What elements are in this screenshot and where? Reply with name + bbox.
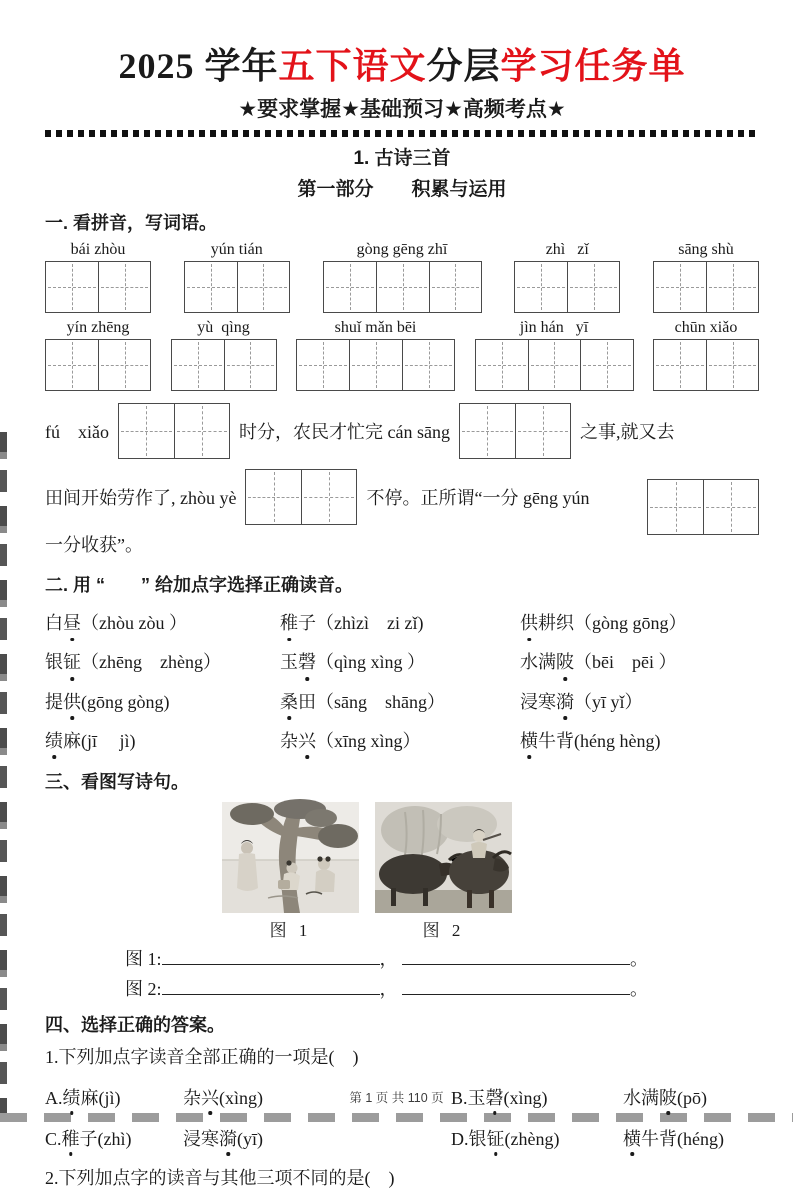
pinyin-label: chūn xiǎo [674,319,738,337]
reading-options[interactable]: （qìng xìng ） [316,652,426,673]
word-item: 供耕织（gòng gōng） [520,610,759,636]
part-title: 第一部分 积累与运用 [297,179,507,201]
dotted-char: 钲 [487,1125,505,1151]
choice-option[interactable]: A.绩麻(jì) [45,1084,183,1110]
scan-edge-bottom [0,1113,793,1122]
pinyin-label: sāng shù [678,241,734,259]
dotted-char: 横 [623,1125,641,1151]
pinyin-group [653,241,759,313]
dotted-char: 桑 [280,689,298,715]
dotted-char: 兴 [201,1084,219,1110]
word-item: 玉磬（qìng xìng ） [280,649,520,675]
answer-blank[interactable] [162,977,380,995]
choice-option[interactable]: B.玉磬(xìng) [451,1084,623,1110]
answer-blank[interactable] [402,947,630,965]
reading-choice-row [45,728,759,754]
pinyin-label: bái zhòu [70,241,126,259]
answer-blank[interactable] [162,947,380,965]
figure1-answer-line: 图 1: ， 。 [125,948,649,969]
pinyin-label: yún tián [210,241,263,259]
figure2-answer-line: 图 2: ， 。 [125,978,649,999]
question-2: 2.下列加点字的读音与其他三项不同的是( ) [45,1167,395,1188]
dotted-divider [45,130,757,137]
dotted-char: 陂 [659,1084,677,1110]
section2-heading: 二. 用 “ ” 给加点字选择正确读音。 [45,575,354,596]
dotted-char: 绩 [45,728,63,754]
writing-grid[interactable] [245,469,357,525]
dotted-char: 磬 [298,649,316,675]
word-item: 桑田（sāng shāng） [280,689,520,715]
pinyin-group [45,319,151,391]
writing-grid[interactable] [653,339,759,391]
reading-options[interactable]: （sāng shāng） [316,691,445,712]
question-1: 1.下列加点字读音全部正确的一项是( ) [45,1046,359,1067]
pinyin-group [296,319,455,391]
page-title [45,46,759,87]
pinyin-label: shuǐ mǎn bēi [334,319,417,337]
reading-options[interactable]: （gòng gōng） [574,613,687,634]
fill-sentence-2 [45,469,759,557]
writing-grid[interactable] [647,479,759,535]
figure1-caption: 图 1 [269,920,312,940]
pinyin-label: yù qìng [197,319,250,337]
figure2 [375,802,512,941]
reading-options[interactable]: （zhìzì zi zǐ) [316,613,424,634]
pinyin-group [45,241,151,313]
writing-grid[interactable] [184,261,290,313]
word-item: 杂兴（xīng xìng） [280,728,520,754]
choice-option[interactable]: 浸寒漪(yī) [183,1125,451,1151]
writing-grid[interactable] [323,261,377,313]
writing-grid[interactable] [45,339,151,391]
dotted-char: 钲 [63,649,81,675]
sentence-text: fú xiǎo [45,422,109,443]
title-segment: 分层 [426,46,501,86]
dotted-char: 兴 [298,728,316,754]
dotted-char: 磬 [486,1084,504,1110]
dotted-char: 稚 [62,1125,80,1151]
reading-options[interactable]: (jī jì) [81,730,136,751]
dotted-char: 供 [63,689,81,715]
reading-options[interactable]: （zhēng zhèng） [81,652,221,673]
pinyin-label: jìn hán yī [519,319,589,337]
writing-grid[interactable] [580,339,634,391]
subtitle: ★要求掌握★基础预习★高频考点★ [238,98,566,122]
figure2-image [375,802,512,913]
sentence-text: 之事,就又去 [579,422,675,443]
sentence-text: 不停。正所谓“一分 gēng yún [366,488,590,509]
writing-grid[interactable] [118,403,230,459]
dotted-char: 漪 [556,689,574,715]
title-segment: 2025 学年 [118,46,279,86]
word-item: 提供(gōng gòng) [45,689,280,715]
pinyin-grid-row-2 [45,319,759,391]
sentence-text: 一分收获”。 [45,535,143,556]
figure1 [222,802,359,941]
word-item: 银钲（zhēng zhèng） [45,649,280,675]
title-segment-red: 学习任务单 [500,46,686,86]
pinyin-grid-row-1 [45,241,759,313]
scan-edge-left [0,432,7,1122]
choice-option[interactable]: 杂兴(xìng) [183,1084,451,1110]
figure1-image [222,802,359,913]
fill-sentence-1 [45,403,759,459]
word-item: 水满陂（bēi pēi ） [520,649,759,675]
section1-heading: 一. 看拼音，写词语。 [45,213,218,234]
dotted-char: 陂 [556,649,574,675]
dotted-char: 横 [520,728,538,754]
pinyin-label: zhì zǐ [545,241,589,259]
pinyin-group [514,241,620,313]
word-item: 白昼（zhòu zòu ） [45,610,280,636]
writing-grid[interactable] [171,339,277,391]
reading-options[interactable]: （xīng xìng） [316,730,421,751]
dotted-char: 绩 [63,1084,81,1110]
choice-option[interactable]: 水满陂(pō) [623,1084,759,1110]
figure2-caption: 图 2 [422,920,465,940]
dotted-char: 稚 [280,610,298,636]
writing-grid[interactable] [376,261,482,313]
dotted-char: 供 [520,610,538,636]
answer-blank[interactable] [402,977,630,995]
dotted-char: 漪 [219,1125,237,1151]
section3-heading: 三、看图写诗句。 [45,771,189,792]
writing-grid[interactable] [459,403,571,459]
choice-option[interactable]: 横牛背(héng) [623,1125,759,1151]
reading-choice-row [45,610,759,636]
title-segment-red: 五下语文 [278,46,427,86]
section4-heading: 四、选择正确的答案。 [45,1014,225,1035]
figure-row [45,802,759,941]
pinyin-group [171,319,277,391]
pinyin-group [653,319,759,391]
pinyin-group [475,319,634,391]
pinyin-group [323,241,482,313]
choice-option[interactable]: C.稚子(zhì) [45,1125,183,1151]
choice-option[interactable]: D.银钲(zhèng) [451,1125,623,1151]
lesson-title: 1. 古诗三首 [353,148,451,170]
word-item: 浸寒漪（yī yǐ） [520,689,759,715]
dotted-char: 昼 [63,610,81,636]
writing-grid[interactable] [349,339,455,391]
sentence-text: 时分，农民才忙完 cán sāng [238,422,450,443]
pinyin-group [184,241,290,313]
reading-options[interactable]: （bēi pēi ） [574,652,677,673]
sentence-text: 田间开始劳作了, zhòu yè [45,488,237,509]
word-item: 稚子（zhìzì zi zǐ) [280,610,520,636]
writing-grid[interactable] [653,261,759,313]
writing-grid[interactable] [45,261,151,313]
reading-choice-row [45,649,759,675]
writing-grid[interactable] [475,339,581,391]
word-item: 横牛背(héng hèng) [520,728,759,754]
answer-label: 图 2: [125,978,162,999]
reading-options[interactable]: (héng hèng) [574,730,661,751]
reading-choice-row [45,689,759,715]
page-footer: 第 1 页 共 110 页 [349,1091,444,1105]
pinyin-label: yín zhēng [66,319,130,337]
writing-grid[interactable] [514,261,620,313]
choice-row [45,1125,759,1151]
pinyin-label: gòng gēng zhī [356,241,448,259]
answer-label: 图 1: [125,948,162,969]
reading-options[interactable]: （zhòu zòu ） [81,613,187,634]
writing-grid[interactable] [296,339,350,391]
reading-options[interactable]: （yī yǐ） [574,691,643,712]
reading-options[interactable]: (gōng gòng) [81,691,170,712]
word-item: 绩麻(jī jì) [45,728,280,754]
